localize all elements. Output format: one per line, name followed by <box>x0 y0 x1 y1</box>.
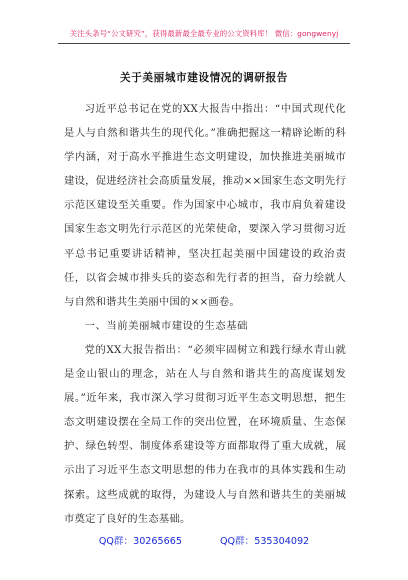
document-body <box>64 97 346 531</box>
section-heading: 一、当前美丽城市建设的生态基础 <box>84 319 249 332</box>
footer-qq-groups <box>0 533 408 547</box>
intro-paragraph: 习近平总书记在党的XX大报告中指出：“中国式现代化是人与自然和谐共生的现代化。”准确把握这一精辟论断的科学内涵，对于高水平推进生态文明建设，加快推进美丽城市建设，促进经济社会高质量发展，推动××国家生态文明先行示范区建设至关重要。作为国家中心城市，我市肩负着建设国家生态文明先行示范区的光荣使命，要深入学习贯彻习近平总书记重要讲话精神，坚决扛起美丽中国建设的政治责任，以省会城市排头兵的姿态和先行者的担当，奋力绘就人与自然和谐共生美丽中国的××画卷。 <box>64 103 346 308</box>
section-paragraph: 党的XX大报告指出：“必须牢固树立和践行绿水青山就是金山银山的理念，站在人与自然和谐共生的高度谋划发展。”近年来，我市深入学习贯彻习近平生态文明思想，把生态文明建设摆在全局工作的突出位置，在环境质量、生态保护、绿色转型、制度体系建设等方面都取得了重大成就，展示出了习近平生态文明思想的伟力在我市的具体实践和生动探索。这些成就的取得，为建设人与自然和谐共生的美丽城市奠定了良好的生态基础。 <box>64 343 346 525</box>
header-promo-note: 关注头条号“公文研究”，获得最新最全最专业的公文资料库！ 微信：gongwenyj <box>69 29 339 38</box>
header-divider <box>58 43 350 44</box>
qq-group-2: QQ群：535304092 <box>219 536 310 547</box>
qq-group-1: QQ群：30265665 <box>98 536 182 547</box>
document-title: 关于美丽城市建设情况的调研报告 <box>120 72 288 84</box>
